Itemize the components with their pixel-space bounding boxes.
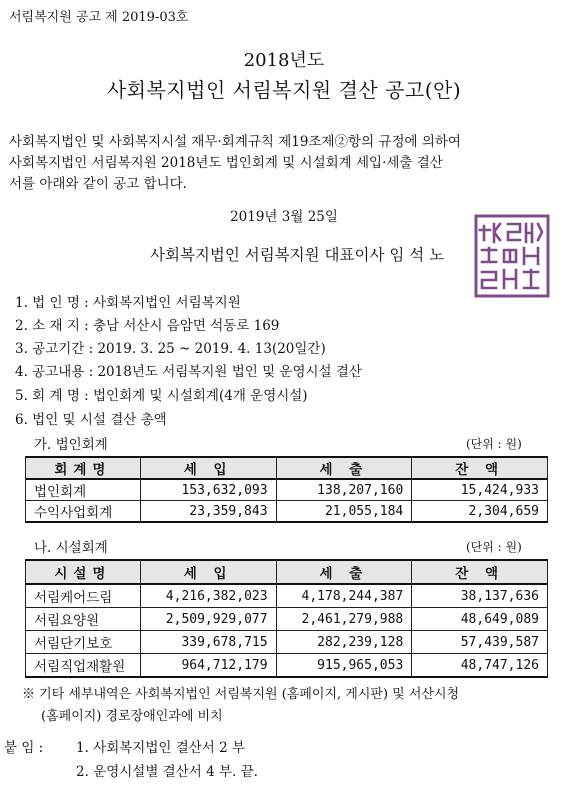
- balance-cell: 15,424,933: [412, 479, 548, 501]
- expenditure-cell: 138,207,160: [276, 479, 412, 501]
- revenue-cell: 4,216,382,023: [140, 584, 276, 608]
- note-line-1: ※ 기타 세부내역은 사회복지법인 서림복지원 (홈페이지, 게시판) 및 서산시청: [22, 687, 460, 702]
- table-row: [26, 608, 548, 631]
- revenue-cell: 964,712,179: [140, 654, 276, 678]
- revenue-cell: 339,678,715: [140, 631, 276, 654]
- body-line-1: 사회복지법인 및 사회복지시설 재무·회계규칙 제19조제②항의 규정에 의하여: [9, 134, 461, 150]
- facility-name-cell: 서림직업재활원: [26, 654, 141, 678]
- section-a-unit: (단위 : 원): [466, 437, 522, 451]
- item-address: 2. 소 재 지 : 충남 서산시 음암면 석동로 169: [15, 318, 280, 334]
- note-line-2: (홈페이지) 경로장애인과에 비치: [41, 709, 223, 724]
- item-account-name: 5. 회 계 명 : 법인회계 및 시설회계(4개 운영시설): [15, 388, 308, 404]
- expenditure-cell: 2,461,279,988: [276, 608, 412, 631]
- attachment-item-2: 2. 운영시설별 결산서 4 부. 끝.: [76, 764, 258, 780]
- item-notice-content: 4. 공고내용 : 2018년도 서림복지원 법인 및 운영시설 결산: [15, 364, 362, 380]
- column-header: 세 출: [276, 457, 412, 479]
- column-header: 세 입: [140, 457, 276, 479]
- column-header: 회계명: [26, 457, 141, 479]
- body-line-2: 사회복지법인 서림복지원 2018년도 법인회계 및 시설회계 세입·세출 결산: [9, 155, 443, 171]
- item-corporation-name: 1. 법 인 명 : 사회복지법인 서림복지원: [15, 295, 241, 311]
- expenditure-cell: 21,055,184: [276, 501, 412, 523]
- facility-accounts-table: [25, 559, 548, 678]
- facility-name-cell: 서림케어드림: [26, 584, 141, 608]
- table-header-row: [26, 457, 548, 479]
- title-year: 2018년도: [243, 50, 325, 71]
- column-header: 세 입: [140, 560, 276, 584]
- balance-cell: 57,439,587: [412, 631, 548, 654]
- notice-number: 서림복지원 공고 제 2019-03호: [9, 10, 189, 25]
- revenue-cell: 153,632,093: [140, 479, 276, 501]
- balance-cell: 48,747,126: [412, 654, 548, 678]
- facility-name-cell: 서림단기보호: [26, 631, 141, 654]
- account-name-cell: 수익사업회계: [26, 501, 141, 523]
- table-row: [26, 654, 548, 678]
- item-notice-period: 3. 공고기간 : 2019. 3. 25 ~ 2019. 4. 13(20일간): [15, 341, 326, 357]
- table-row: [26, 584, 548, 608]
- expenditure-cell: 282,239,128: [276, 631, 412, 654]
- item-settlement-total: 6. 법인 및 시설 결산 총액: [15, 412, 167, 428]
- expenditure-cell: 4,178,244,387: [276, 584, 412, 608]
- table-row: [26, 631, 548, 654]
- facility-name-cell: 서림요양원: [26, 608, 141, 631]
- column-header: 잔 액: [412, 457, 548, 479]
- revenue-cell: 23,359,843: [140, 501, 276, 523]
- column-header: 잔 액: [412, 560, 548, 584]
- section-a-title: 가. 법인회계: [34, 437, 108, 453]
- official-seal-icon: [470, 212, 554, 300]
- table-row: [26, 479, 548, 501]
- body-line-3: 서를 아래와 같이 공고 합니다.: [9, 176, 187, 192]
- table-row: [26, 501, 548, 523]
- document-title: 사회복지법인 서림복지원 결산 공고(안): [106, 78, 462, 102]
- expenditure-cell: 915,965,053: [276, 654, 412, 678]
- revenue-cell: 2,509,929,077: [140, 608, 276, 631]
- account-name-cell: 법인회계: [26, 479, 141, 501]
- balance-cell: 48,649,089: [412, 608, 548, 631]
- column-header: 세 출: [276, 560, 412, 584]
- section-b-title: 나. 시설회계: [34, 540, 108, 556]
- corporate-accounts-table: [25, 456, 548, 523]
- publication-date: 2019년 3월 25일: [230, 209, 338, 225]
- balance-cell: 2,304,659: [412, 501, 548, 523]
- section-b-unit: (단위 : 원): [466, 540, 522, 554]
- attachment-label: 붙 임 :: [4, 740, 44, 756]
- balance-cell: 38,137,636: [412, 584, 548, 608]
- column-header: 시설명: [26, 560, 141, 584]
- attachment-item-1: 1. 사회복지법인 결산서 2 부: [76, 740, 246, 756]
- signer-line: 사회복지법인 서림복지원 대표이사 임 석 노: [150, 246, 445, 264]
- table-header-row: [26, 560, 548, 584]
